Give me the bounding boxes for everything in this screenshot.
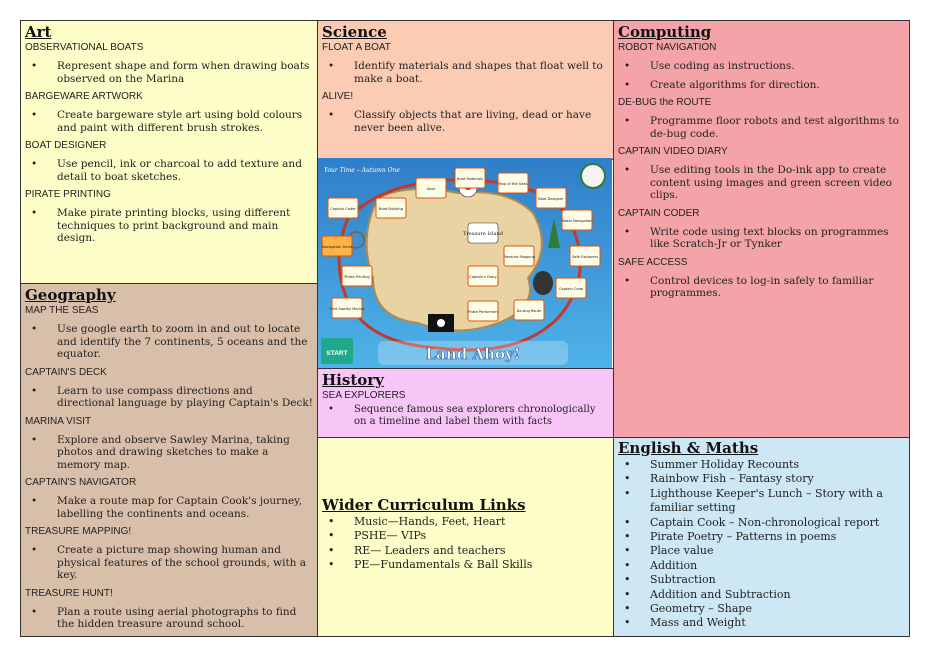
geography-bullet-item: • Use google earth to zoom in and out to locate and identify the 7 continents, 5 oceans and the equator.: [25, 323, 313, 361]
computing-bullet-item: • Use coding as instructions.: [618, 60, 905, 73]
map-node-label: Visit Sawley Marina: [329, 307, 365, 311]
science-subheading: ALIVE!: [322, 91, 354, 102]
art-subheading: BOAT DESIGNER: [25, 140, 107, 151]
english-list-item: • Summer Holiday Recounts: [618, 458, 905, 472]
geography-bullet-item: • Explore and observe Sawley Marina, taking photos and drawing sketches to make a memory map.: [25, 434, 313, 472]
english-list-item: • Geometry – Shape: [618, 602, 905, 616]
map-illustration: [318, 158, 612, 369]
computing-bullet-item: • Use editing tools in the Do-ink app to create content using images and green screen video clips.: [618, 164, 905, 202]
geography-bullet-item: • Make a route map for Captain Cook's journey, labelling the continents and oceans.: [25, 495, 313, 520]
map-node-label: Robot Navigation: [561, 219, 593, 223]
wider-curriculum-panel: [317, 437, 614, 637]
english-list-item: • Rainbow Fish – Fantasy story: [618, 472, 905, 486]
wider-curriculum-items: [322, 515, 609, 573]
art-title: Art: [25, 23, 52, 41]
computing-panel: [613, 20, 910, 438]
english-list-item: • Addition: [618, 559, 905, 573]
map-banner: Land Ahoy!: [425, 345, 521, 363]
history-title: History: [322, 371, 384, 389]
english-maths-items: [618, 458, 905, 631]
english-list-item: • Lighthouse Keeper's Lunch – Story with a familiar setting: [618, 487, 905, 516]
english-list-item: • Subtraction: [618, 573, 905, 587]
english-list-item: • Place value: [618, 544, 905, 558]
history-panel: [317, 368, 614, 438]
wider-curriculum-title: Wider Curriculum Links: [322, 496, 526, 514]
map-node-label: Captain Code: [558, 287, 584, 291]
map-node-label: Navigation Artist: [321, 245, 353, 249]
art-bullet-item: • Create bargeware style art using bold colours and paint with different brush strokes.: [25, 109, 313, 134]
computing-subheading: DE-BUG the ROUTE: [618, 97, 712, 108]
history-bullet-item: • Sequence famous sea explorers chronologically on a timeline and label them with facts: [322, 404, 609, 427]
art-bullet-item: • Use pencil, ink or charcoal to add texture and detail to boat sketches.: [25, 158, 313, 183]
science-bullet-item: • Classify objects that are living, dead or have never been alive.: [322, 109, 609, 134]
computing-bullet-item: • Programme floor robots and test algorithms to de-bug code.: [618, 115, 905, 140]
geography-title: Geography: [25, 286, 116, 304]
science-title: Science: [322, 23, 387, 41]
map-school-logo: [581, 164, 605, 188]
computing-subheading: CAPTAIN VIDEO DIARY: [618, 146, 728, 157]
map-header: Your Time – Autumn One: [324, 167, 400, 174]
art-bullet-item: • Represent shape and form when drawing boats observed on the Marina: [25, 60, 313, 85]
english-list-item: • Mass and Weight: [618, 616, 905, 630]
geography-subheading: MAP THE SEAS: [25, 305, 99, 316]
computing-bullet-item: • Write code using text blocks on programmes like Scratch-Jr or Tynker: [618, 226, 905, 251]
map-start-label: START: [326, 350, 348, 357]
geography-bullet-item: • Create a picture map showing human and physical features of the school grounds, with a key.: [25, 544, 313, 582]
geography-sections: [25, 305, 313, 631]
wider-list-item: • Music—Hands, Feet, Heart: [322, 515, 609, 529]
english-list-item: • Pirate Poetry – Patterns in poems: [618, 530, 905, 544]
geography-subheading: CAPTAIN'S NAVIGATOR: [25, 477, 137, 488]
map-node-label: Alive: [426, 187, 436, 191]
art-panel: [20, 20, 318, 284]
science-panel: [317, 20, 614, 160]
english-list-item: • Captain Cook – Non-chronological report: [618, 516, 905, 530]
map-node-label: Map of the Seas: [498, 182, 528, 186]
map-node-label: Captain's Diary: [469, 275, 497, 279]
computing-sections: [618, 42, 905, 300]
english-maths-panel: [613, 437, 910, 637]
map-node-label: Pirate Performers: [467, 310, 499, 314]
wider-list-item: • PSHE— VIPs: [322, 529, 609, 543]
science-subheading: FLOAT A BOAT: [322, 42, 391, 53]
geography-subheading: CAPTAIN'S DECK: [25, 366, 107, 378]
geography-subheading: TREASURE MAPPING!: [25, 526, 132, 537]
geography-subheading: TREASURE HUNT!: [25, 587, 113, 599]
geography-panel: [20, 283, 318, 637]
science-sections: [322, 42, 609, 134]
computing-bullet-item: • Create algorithms for direction.: [618, 79, 905, 92]
map-node-label: Boat Designer: [538, 197, 564, 201]
art-bullet-item: • Make pirate printing blocks, using different techniques to print background and main design.: [25, 207, 313, 245]
map-node-label: Captain Coder: [330, 207, 356, 211]
geography-subheading: MARINA VISIT: [25, 415, 92, 427]
map-pirate-ship-icon: [533, 271, 553, 295]
computing-bullet-item: • Control devices to log-in safely to familiar programmes.: [618, 275, 905, 300]
geography-bullet-item: • Plan a route using aerial photographs to find the hidden treasure around school.: [25, 606, 313, 631]
computing-title: Computing: [618, 23, 712, 41]
map-node-label: De-bug Route: [516, 309, 542, 313]
geography-bullet-item: • Learn to use compass directions and directional language by playing Captain's Deck!: [25, 385, 313, 410]
wider-list-item: • PE—Fundamentals & Ball Skills: [322, 558, 609, 572]
land-ahoy-map-image: [318, 158, 612, 369]
art-subheading: BARGEWARE ARTWORK: [25, 91, 143, 102]
computing-subheading: CAPTAIN CODER: [618, 207, 700, 219]
history-sections: [322, 390, 609, 427]
science-bullet-item: • Identify materials and shapes that float well to make a boat.: [322, 60, 609, 85]
english-list-item: • Addition and Subtraction: [618, 588, 905, 602]
map-node-label: Boat Building: [379, 207, 403, 211]
computing-subheading: ROBOT NAVIGATION: [618, 42, 717, 53]
map-treasure-label: Treasure Island: [463, 231, 503, 237]
wider-list-item: • RE— Leaders and teachers: [322, 544, 609, 558]
art-subheading: PIRATE PRINTING: [25, 189, 111, 200]
computing-subheading: SAFE ACCESS: [618, 256, 688, 268]
art-subheading: OBSERVATIONAL BOATS: [25, 42, 144, 53]
map-node-label: Boat Materials: [457, 177, 483, 181]
map-node-label: Treasure Mapping: [503, 255, 535, 259]
history-subheading: SEA EXPLORERS: [322, 390, 406, 401]
map-node-label: Safe Explorers: [572, 255, 598, 259]
art-sections: [25, 42, 313, 245]
english-maths-title: English & Maths: [618, 439, 759, 457]
map-node-label: Pirate Printing: [344, 275, 370, 279]
